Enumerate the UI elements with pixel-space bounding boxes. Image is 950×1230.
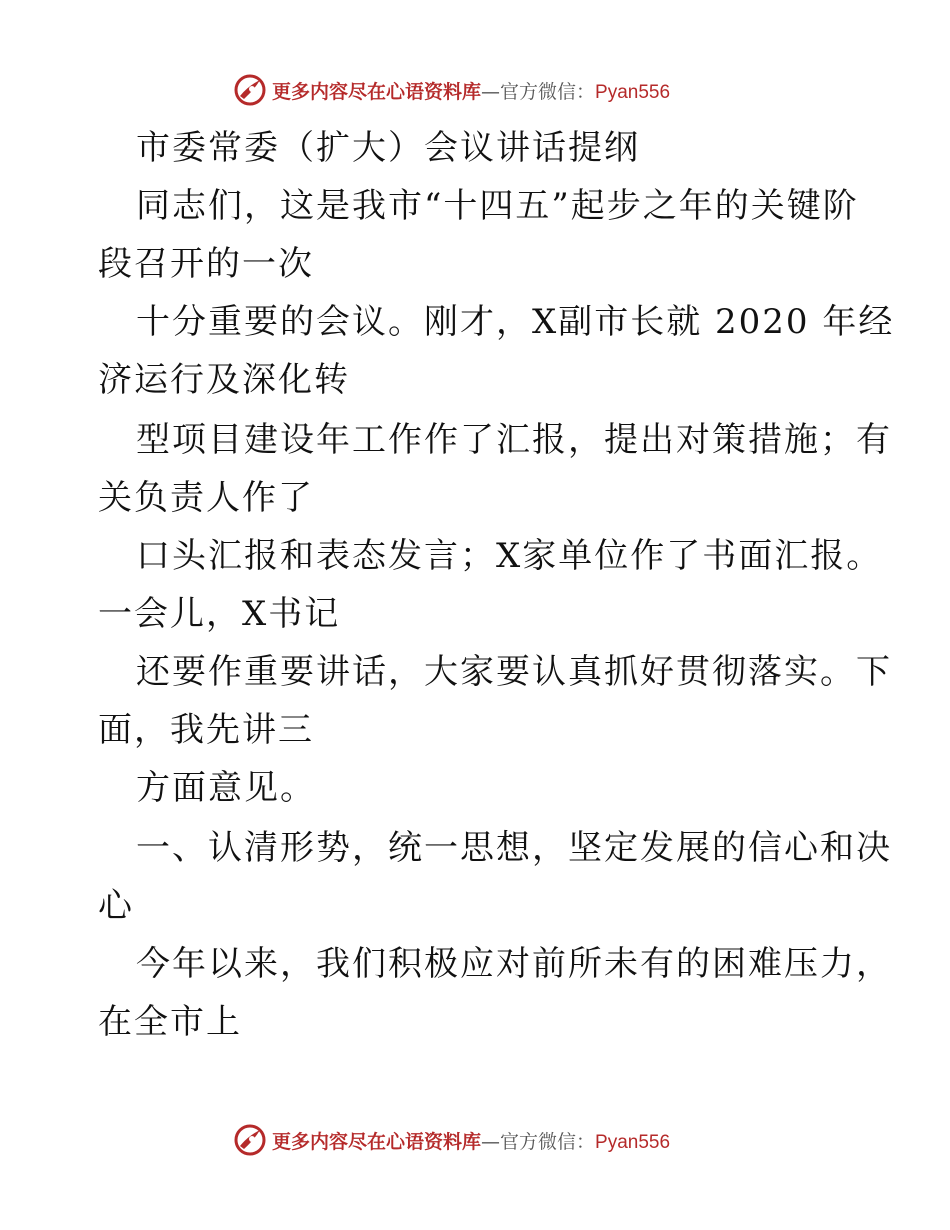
paragraph-line: 型项目建设年工作作了汇报，提出对策措施；有 bbox=[136, 420, 892, 460]
watermark-main-text: 更多内容尽在心语资料库 bbox=[272, 1131, 482, 1153]
paragraph-line: 方面意见。 bbox=[136, 768, 316, 808]
paragraph-line: 一会儿，X书记 bbox=[98, 594, 341, 634]
paragraph-line: 口头汇报和表态发言；X家单位作了书面汇报。 bbox=[136, 536, 883, 576]
watermark-wechat-id: Pyan556 bbox=[595, 82, 671, 103]
paragraph-line: 十分重要的会议。刚才，X副市长就 2020 年经 bbox=[136, 302, 895, 342]
header-watermark-banner bbox=[0, 70, 950, 110]
watermark-main-text: 更多内容尽在心语资料库 bbox=[272, 81, 482, 103]
pen-logo-icon bbox=[232, 1122, 268, 1158]
paragraph-line: 在全市上 bbox=[98, 1002, 242, 1042]
watermark-sub-text: —官方微信： bbox=[481, 1131, 596, 1153]
section-heading-cont: 心 bbox=[98, 886, 134, 926]
watermark-text bbox=[272, 77, 670, 104]
watermark-text bbox=[272, 1127, 670, 1154]
footer-watermark-banner bbox=[0, 1120, 950, 1160]
watermark-sub-text: —官方微信： bbox=[481, 81, 596, 103]
paragraph-line: 关负责人作了 bbox=[98, 478, 314, 518]
paragraph-line: 段召开的一次 bbox=[98, 244, 314, 284]
paragraph-line: 济运行及深化转 bbox=[98, 360, 350, 400]
watermark-wechat-id: Pyan556 bbox=[595, 1132, 671, 1153]
paragraph-line: 还要作重要讲话，大家要认真抓好贯彻落实。下 bbox=[136, 652, 892, 692]
pen-logo-icon bbox=[232, 72, 268, 108]
paragraph-line: 同志们，这是我市“十四五”起步之年的关键阶 bbox=[136, 186, 859, 226]
document-title: 市委常委（扩大）会议讲话提纲 bbox=[136, 128, 640, 168]
paragraph-line: 面，我先讲三 bbox=[98, 710, 314, 750]
section-heading: 一、认清形势，统一思想，坚定发展的信心和决 bbox=[136, 828, 892, 868]
paragraph-line: 今年以来，我们积极应对前所未有的困难压力， bbox=[136, 944, 892, 984]
